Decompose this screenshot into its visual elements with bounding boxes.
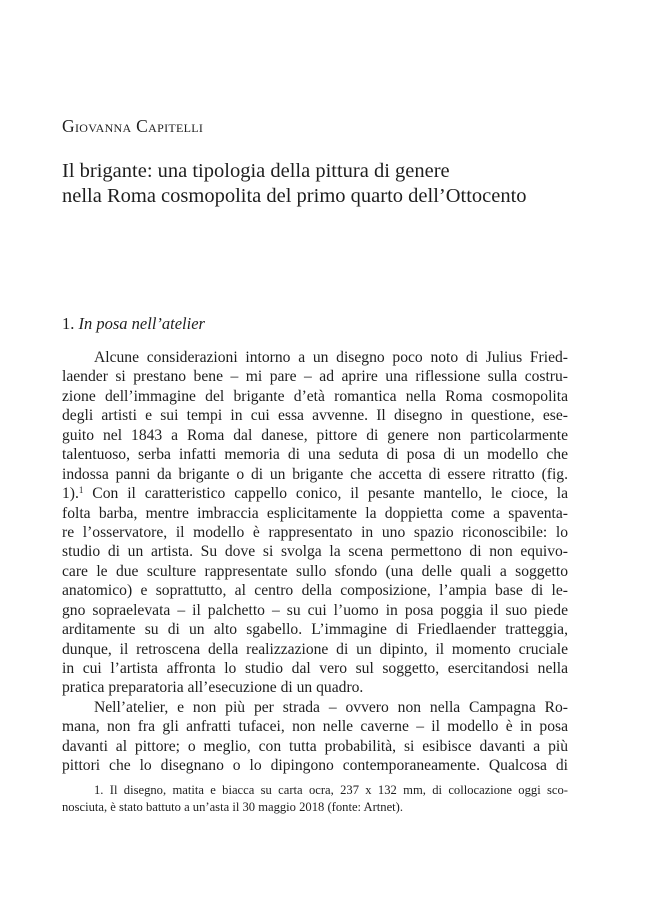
- footnote-line-1: 1. Il disegno, matita e biacca su carta ocra, 237 x 132 mm, di collocazione oggi sco-: [94, 783, 568, 797]
- text-line: Alcune considerazioni intorno a un disegno poco noto di Julius Fried-: [94, 349, 568, 366]
- text-line: indossa panni da brigante o di un brigante che accetta di essere ritratto (fig.: [62, 465, 568, 483]
- text-line: arditamente su di un alto sgabello. L’immagine di Friedlaender tratteggia,: [62, 621, 568, 639]
- title-line-1: Il brigante: una tipologia della pittura di genere: [62, 160, 450, 182]
- text-line: zione dell’immagine del brigante d’età romantica nella Roma cosmopolita: [62, 387, 568, 405]
- text-line: guito nel 1843 a Roma dal danese, pittore di genere non particolarmente: [62, 426, 568, 444]
- text-line: gno sopraelevata – il palchetto – su cui l’uomo in posa poggia il suo piede: [62, 601, 568, 619]
- text-line: care le due sculture rappresentate sullo sfondo (una delle quali a soggetto: [62, 562, 568, 580]
- article-title: [62, 159, 527, 209]
- text-fragment: Con il caratteristico cappello conico, il pesante mantello, le cioce, la: [83, 485, 568, 503]
- text-line: pratica preparatoria all’esecuzione di un quadro.: [62, 679, 364, 697]
- text-line: talentuoso, serba infatti memoria di una seduta di posa di un modello che: [62, 446, 568, 464]
- text-line: folta barba, mentre imbraccia esplicitamente la doppietta come a spaventa-: [62, 504, 568, 522]
- text-line: Nell’atelier, e non più per strada – ovvero non nella Campagna Ro-: [94, 698, 568, 716]
- body-text: [62, 348, 568, 776]
- section-number: 1.: [62, 314, 75, 333]
- footnote-reference[interactable]: 1: [78, 485, 84, 496]
- text-line: in cui l’artista affronta lo studio dal vero sul soggetto, esercitandosi nella: [62, 660, 568, 677]
- text-line: studio di un artista. Su dove si svolga la scena permettono di non equivo-: [62, 543, 568, 561]
- section-name: In posa nell’atelier: [78, 314, 205, 333]
- footnote-line-2: nosciuta, è stato battuto a un’asta il 30 maggio 2018 (fonte: Artnet).: [62, 800, 404, 814]
- text-line: davanti al pittore; o meglio, con tutta probabilità, si esibisce davanti a più: [62, 737, 568, 755]
- text-line: pittori che lo disegnano o lo dipingono contemporaneamente. Qualcosa di: [62, 757, 568, 775]
- text-line: dunque, il retroscena della realizzazione di un dipinto, il momento cruciale: [62, 640, 568, 658]
- text-fragment: 1).: [62, 485, 79, 503]
- text-line: mana, non fra gli anfratti tufacei, non nelle caverne – il modello è in posa: [62, 718, 568, 736]
- author-name: Giovanna Capitelli: [62, 116, 204, 136]
- text-line: anatomico) e soprattutto, al centro della composizione, l’ampia base di le-: [62, 582, 568, 600]
- text-line-with-footnote: [62, 484, 568, 503]
- text-line: degli artisti e sui tempi in cui essa avvenne. Il disegno in questione, ese-: [62, 407, 568, 425]
- text-line: laender si prestano bene – mi pare – ad aprire una riflessione sulla costru-: [62, 368, 568, 386]
- text-line: re l’osservatore, il modello è rappresentato in uno spazio riconoscibile: lo: [62, 523, 568, 541]
- section-heading: [62, 314, 205, 334]
- title-line-2: nella Roma cosmopolita del primo quarto dell’Ottocento: [62, 185, 527, 207]
- footnote: [62, 782, 568, 816]
